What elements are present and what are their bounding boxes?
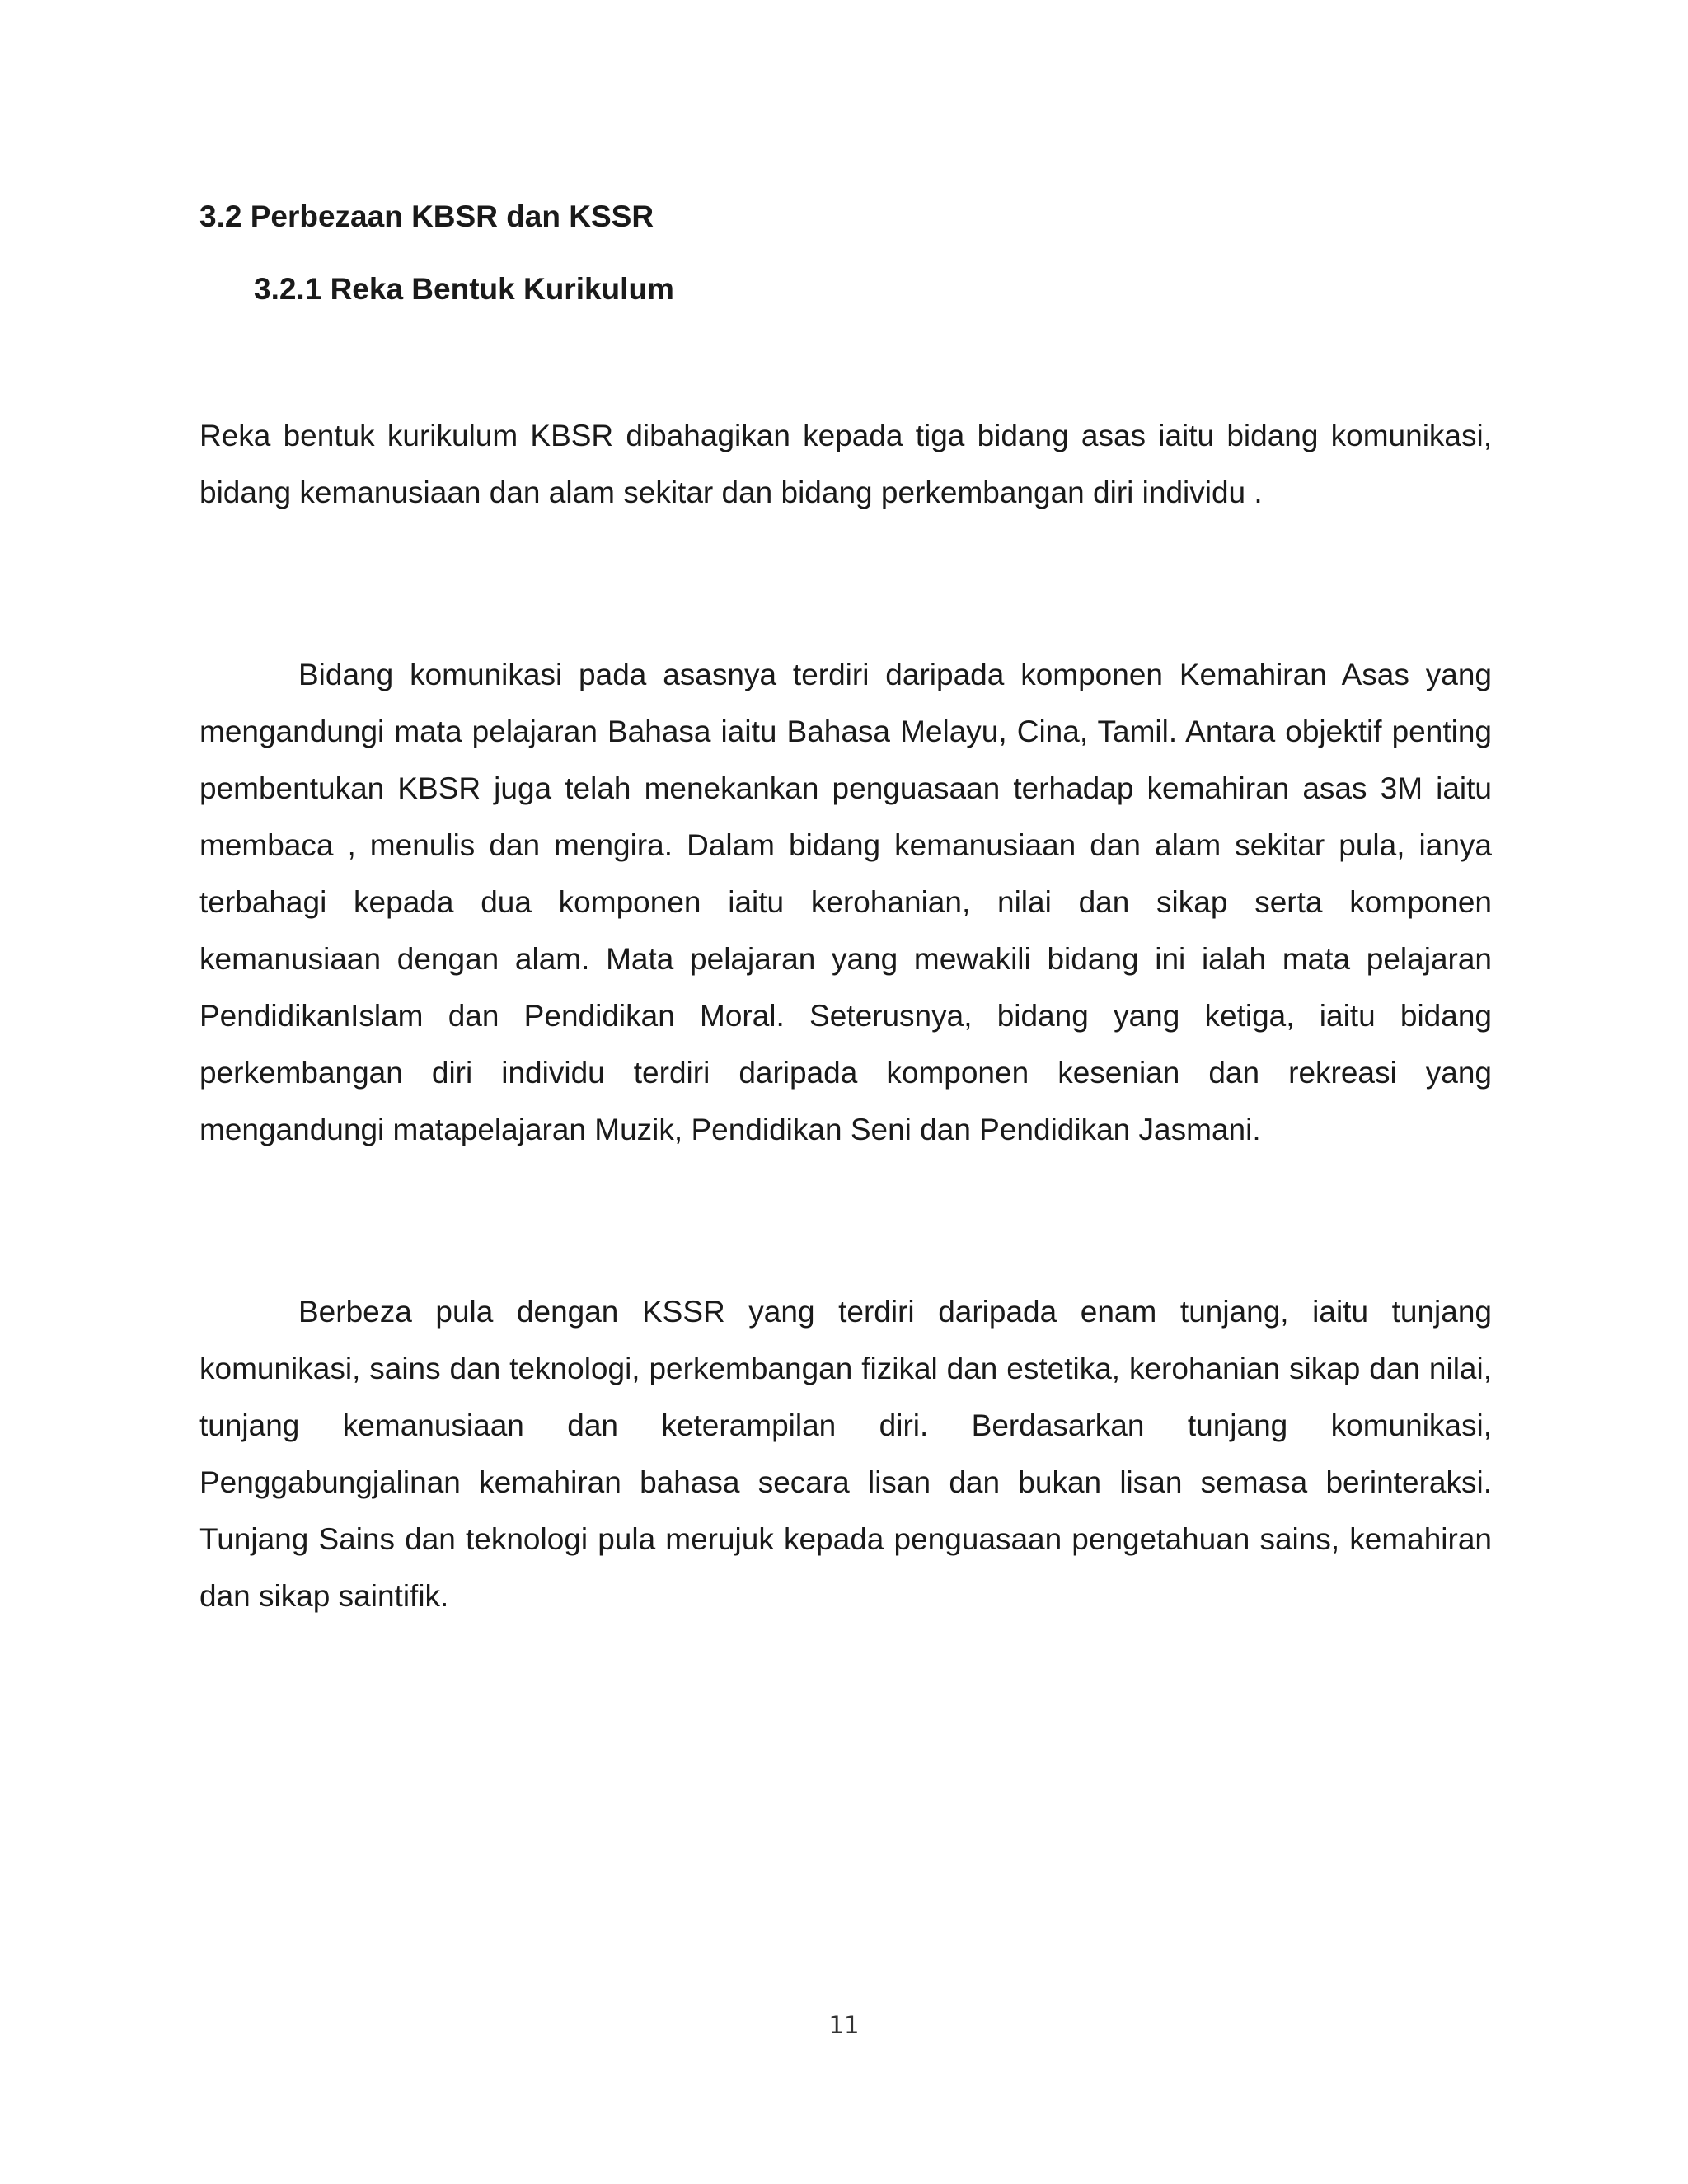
paragraph-kbsr-design: Reka bentuk kurikulum KBSR dibahagikan kepada tiga bidang asas iaitu bidang komunikasi, bidang kemanusiaan dan alam sekitar dan bidang perkembangan diri individu . xyxy=(199,419,1492,509)
paragraph-communication-field: Bidang komunikasi pada asasnya terdiri daripada komponen Kemahiran Asas yang mengandungi mata pelajaran Bahasa iaitu Bahasa Melayu, Cina, Tamil. Antara objektif penting pembentukan KBSR juga telah menekankan penguasaan terhadap kemahiran asas 3M iaitu membaca , menulis dan mengira. Dalam bidang kemanusiaan dan alam sekitar pula, ianya terbahagi kepada dua komponen iaitu kerohanian, nilai dan sikap serta komponen kemanusiaan dengan alam. Mata pelajaran yang mewakili bidang ini ialah mata pelajaran PendidikanIslam dan Pendidikan Moral. Seterusnya, bidang yang ketiga, iaitu bidang perkembangan diri individu terdiri daripada komponen kesenian dan rekreasi yang mengandungi matapelajaran Muzik, Pendidikan Seni dan Pendidikan Jasmani. xyxy=(199,658,1492,1146)
subsection-heading: 3.2.1 Reka Bentuk Kurikulum xyxy=(254,272,674,306)
page-number: 11 xyxy=(828,2011,860,2039)
section-heading: 3.2 Perbezaan KBSR dan KSSR xyxy=(199,199,654,233)
paragraph-kssr-pillars: Berbeza pula dengan KSSR yang terdiri daripada enam tunjang, iaitu tunjang komunikasi, sains dan teknologi, perkembangan fizikal dan estetika, kerohanian sikap dan nilai, tunjang kemanusiaan dan keterampilan diri. Berdasarkan tunjang komunikasi, Penggabungjalinan kemahiran bahasa secara lisan dan bukan lisan semasa berinteraksi. Tunjang Sains dan teknologi pula merujuk kepada penguasaan pengetahuan sains, kemahiran dan sikap saintifik. xyxy=(199,1295,1492,1613)
document-body xyxy=(199,188,1492,1624)
